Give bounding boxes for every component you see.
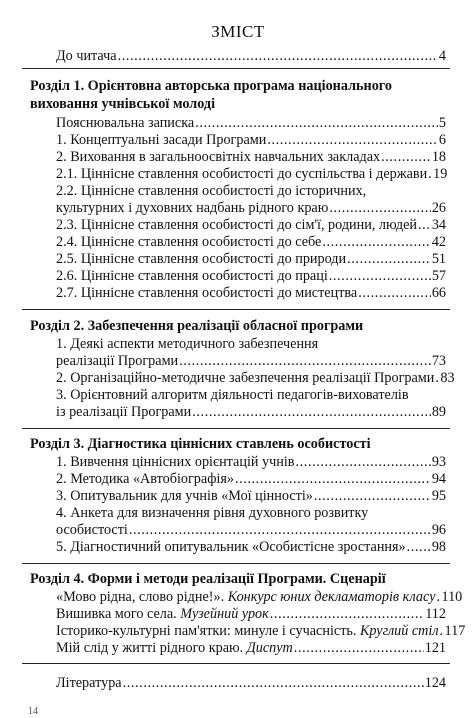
entry-page: 26 bbox=[431, 200, 446, 216]
toc-entry bbox=[56, 404, 446, 422]
dot-leader bbox=[435, 370, 439, 387]
entry-text-line1: 3. Орієнтовний алгоритм діяльності педагогів-вихователів bbox=[56, 387, 409, 403]
entry-page: 98 bbox=[431, 539, 446, 555]
dot-leader bbox=[118, 48, 438, 65]
section-3-heading: Розділ 3. Діагностика ціннісних ставлень особистості bbox=[30, 436, 371, 452]
section-1-heading-cont: виховання учнівської молоді bbox=[30, 96, 216, 112]
entry-text: 2.6. Ціннісне ставлення особистості до праці bbox=[56, 268, 328, 284]
divider bbox=[22, 663, 450, 664]
entry-page: 51 bbox=[431, 251, 446, 267]
toc-entry bbox=[56, 132, 446, 150]
entry-page: 110 bbox=[441, 589, 463, 605]
dot-leader bbox=[437, 589, 441, 606]
entry-page: 96 bbox=[431, 522, 446, 538]
entry-page: 57 bbox=[431, 268, 446, 284]
entry-text: 3. Опитувальник для учнів «Мої цінності» bbox=[56, 488, 313, 504]
dot-leader bbox=[294, 640, 424, 657]
dot-leader bbox=[267, 132, 438, 149]
entry-text: 2.3. Ціннісне ставлення особистості до сім'ї, родини, людей bbox=[56, 217, 417, 233]
toc-entry bbox=[56, 251, 446, 269]
toc-entry bbox=[56, 522, 446, 540]
dot-leader bbox=[192, 404, 431, 421]
dot-leader bbox=[358, 285, 431, 302]
page-number: 14 bbox=[28, 706, 38, 717]
toc-entry bbox=[56, 217, 446, 235]
entry-text: Мій слід у житті рідного краю. Диспут bbox=[56, 640, 293, 656]
entry-text: 2.5. Ціннісне ставлення особистості до природи bbox=[56, 251, 347, 267]
entry-page: 5 bbox=[438, 115, 446, 131]
page-title: ЗМІСТ bbox=[211, 22, 265, 41]
dot-leader bbox=[347, 251, 431, 268]
dot-leader bbox=[407, 539, 431, 556]
entry-text: особистості bbox=[56, 522, 128, 538]
entry-page: 83 bbox=[440, 370, 455, 386]
entry-text: Вишивка мого села. Музейний урок bbox=[56, 606, 269, 622]
entry-page: 124 bbox=[424, 675, 446, 691]
toc-entry bbox=[56, 370, 455, 388]
dot-leader bbox=[179, 353, 431, 370]
toc-entry bbox=[56, 471, 446, 489]
toc-entry bbox=[56, 285, 446, 303]
dot-leader bbox=[270, 606, 424, 623]
entry-page: 89 bbox=[431, 404, 446, 420]
dot-leader bbox=[235, 471, 431, 488]
divider bbox=[22, 68, 450, 69]
entry-text: 2.7. Ціннісне ставлення особистості до мистецтва bbox=[56, 285, 358, 301]
entry-page: 117 bbox=[444, 623, 466, 639]
toc-entry bbox=[56, 606, 446, 624]
toc-entry-literature bbox=[56, 675, 446, 693]
entry-page: 94 bbox=[431, 471, 446, 487]
dot-leader bbox=[428, 166, 432, 183]
entry-text: Пояснювальна записка bbox=[56, 115, 195, 131]
entry-page: 18 bbox=[431, 149, 446, 165]
section-1-heading: Розділ 1. Орієнтовна авторська програма національного bbox=[30, 78, 392, 94]
entry-page: 95 bbox=[431, 488, 446, 504]
toc-entry bbox=[56, 353, 446, 371]
toc-entry bbox=[56, 200, 446, 218]
dot-leader bbox=[296, 454, 431, 471]
dot-leader bbox=[123, 675, 424, 692]
entry-text-line1: 1. Деякі аспекти методичного забезпечення bbox=[56, 336, 319, 352]
entry-text: 1. Концептуальні засади Програми bbox=[56, 132, 267, 148]
entry-subtitle: Круглий стіл bbox=[359, 623, 439, 639]
entry-page: 121 bbox=[424, 640, 446, 656]
dot-leader bbox=[314, 488, 431, 505]
toc-entry bbox=[56, 115, 446, 133]
entry-text: 2.4. Ціннісне ставлення особистості до себе bbox=[56, 234, 322, 250]
toc-entry bbox=[56, 454, 446, 472]
dot-leader bbox=[322, 234, 430, 251]
dot-leader bbox=[129, 522, 431, 539]
entry-text: До читача bbox=[56, 48, 117, 64]
toc-entry bbox=[56, 640, 446, 658]
entry-text-line1: 4. Анкета для визначення рівня духовного розвитку bbox=[56, 505, 369, 521]
dot-leader bbox=[381, 149, 431, 166]
entry-page: 4 bbox=[438, 48, 446, 64]
entry-subtitle: Диспут bbox=[246, 640, 293, 656]
entry-text: Історико-культурні пам'ятки: минуле і сучасність. Круглий стіл bbox=[56, 623, 439, 639]
toc-entry bbox=[56, 488, 446, 506]
entry-page: 112 bbox=[425, 606, 446, 622]
toc-entry bbox=[56, 234, 446, 252]
divider bbox=[22, 563, 450, 564]
divider bbox=[22, 309, 450, 310]
dot-leader bbox=[329, 268, 431, 285]
section-4-heading: Розділ 4. Форми і методи реалізації Програми. Сценарії bbox=[30, 571, 386, 587]
toc-entry-intro bbox=[56, 48, 446, 66]
entry-page: 6 bbox=[438, 132, 446, 148]
toc-entry bbox=[56, 539, 446, 557]
entry-text: 2. Виховання в загальноосвітніх навчальних закладах bbox=[56, 149, 381, 165]
dot-leader bbox=[329, 200, 430, 217]
entry-page: 73 bbox=[431, 353, 446, 369]
entry-text: Література bbox=[56, 675, 122, 691]
toc-entry bbox=[56, 166, 446, 184]
entry-subtitle: Музейний урок bbox=[180, 606, 269, 622]
dot-leader bbox=[418, 217, 431, 234]
entry-page: 66 bbox=[431, 285, 446, 301]
dot-leader bbox=[440, 623, 444, 640]
entry-text: культурних і духовних надбань рідного краю bbox=[56, 200, 329, 216]
entry-text: 2. Методика «Автобіографія» bbox=[56, 471, 234, 487]
entry-text: 1. Вивчення ціннісних орієнтацій учнів bbox=[56, 454, 295, 470]
toc-entry bbox=[56, 149, 446, 167]
entry-text: 2. Організаційно-методичне забезпечення реалізації Програми bbox=[56, 370, 435, 386]
entry-text-line1: 2.2. Ціннісне ставлення особистості до історичних, bbox=[56, 183, 367, 199]
entry-page: 93 bbox=[431, 454, 446, 470]
toc-entry bbox=[56, 589, 463, 607]
toc-entry bbox=[56, 268, 446, 286]
entry-page: 34 bbox=[431, 217, 446, 233]
divider bbox=[22, 428, 450, 429]
entry-text: реалізації Програми bbox=[56, 353, 179, 369]
entry-page: 19 bbox=[433, 166, 448, 182]
dot-leader bbox=[195, 115, 438, 132]
entry-text: 5. Діагностичний опитувальник «Особистісне зростання» bbox=[56, 539, 406, 555]
toc-entry bbox=[56, 623, 466, 641]
entry-text: 2.1. Ціннісне ставлення особистості до суспільства і держави bbox=[56, 166, 428, 182]
entry-text: із реалізації Програми bbox=[56, 404, 192, 420]
entry-text: «Мово рідна, слово рідне!». Конкурс юних декламаторів класу bbox=[56, 589, 436, 605]
section-2-heading: Розділ 2. Забезпечення реалізації обласної програми bbox=[30, 318, 364, 334]
entry-subtitle: Конкурс юних декламаторів класу bbox=[227, 589, 436, 605]
entry-page: 42 bbox=[431, 234, 446, 250]
